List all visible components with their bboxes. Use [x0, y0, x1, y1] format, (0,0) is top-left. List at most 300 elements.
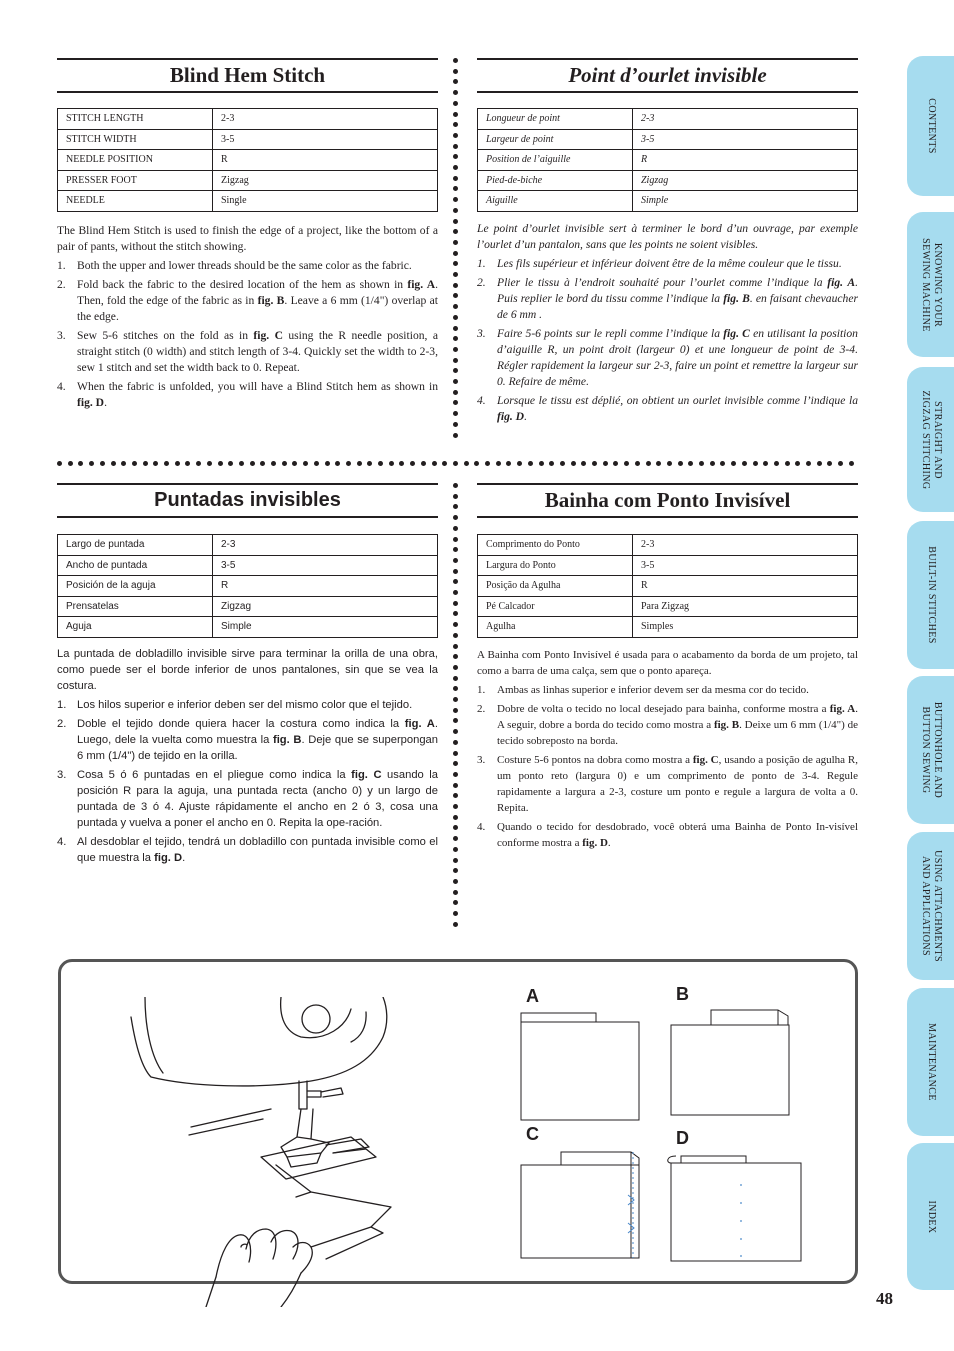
- step-text: Doble el tejido donde quiera hacer la costura como indica la: [77, 718, 405, 730]
- divider-dot: [453, 186, 458, 191]
- figure-ref: fig. A: [827, 276, 856, 289]
- step-item: [57, 258, 438, 274]
- divider-dot: [646, 461, 651, 466]
- step-text: Plier le tissu à l’endroit souhaité pour l’ourlet comme l’indique la: [497, 276, 828, 289]
- spec-label: NEEDLE POSITION: [58, 150, 213, 171]
- page-number: 48: [876, 1289, 893, 1308]
- divider-dot: [260, 461, 265, 466]
- english-body: [57, 223, 438, 414]
- figure-ref: fig. B: [272, 734, 302, 746]
- divider-dot: [453, 558, 458, 563]
- divider-dot: [250, 461, 255, 466]
- tab-index[interactable]: [907, 1143, 954, 1290]
- step-text: Los hilos superior e inferior deben ser del mismo color que el tejido.: [77, 699, 413, 711]
- step-number: 3.: [477, 754, 486, 766]
- divider-dot: [196, 461, 201, 466]
- divider-dot: [753, 461, 758, 466]
- step-text: Both the upper and lower threads should be the same color as the fabric.: [77, 259, 412, 272]
- tab-attachments-label: USING ATTACHMENTS AND APPLICATIONS: [919, 850, 943, 962]
- divider-dot: [453, 537, 458, 542]
- spanish-spec-table: [57, 534, 438, 638]
- spec-label: Position de l’aiguille: [478, 150, 633, 171]
- divider-dot: [453, 122, 458, 127]
- intro-paragraph: The Blind Hem Stitch is used to finish the edge of a project, like the bottom of a pair of pants, without the stitch showing.: [57, 224, 438, 253]
- tab-straight-zigzag-stitching[interactable]: [907, 367, 954, 512]
- divider-dot: [603, 461, 608, 466]
- divider-dot: [506, 461, 511, 466]
- intro-paragraph: A Bainha com Ponto Invisível é usada para o acabamento da borda de um projeto, tal como a barra de uma calça, sem que o ponto apareça.: [477, 649, 858, 677]
- tab-using-attachments[interactable]: [907, 832, 954, 980]
- spanish-title-bar: [57, 483, 438, 518]
- spec-row: [478, 150, 858, 171]
- divider-dot: [453, 461, 458, 466]
- step-text: usando la posición R para la aguja, una puntada recta (ancho 0) y un largo de puntada de 3 ó 4. Ajuste rápidamente el ancho en 2 ó 3, cosa una puntada y vuelva a poner el ancho en 0. Repita la ope-ración.: [77, 769, 438, 829]
- spec-value: 2-3: [633, 535, 858, 556]
- figure-ref: fig. D: [582, 837, 608, 849]
- spec-row: [58, 150, 438, 171]
- steps-list: [477, 682, 858, 851]
- spec-row: [58, 109, 438, 130]
- step-number: 1.: [477, 684, 486, 696]
- step-text: Faire 5-6 points sur le repli comme l’indique la: [497, 327, 724, 340]
- divider-dot: [453, 847, 458, 852]
- divider-dot: [453, 601, 458, 606]
- french-spec-table: [477, 108, 858, 212]
- divider-dot: [453, 433, 458, 438]
- divider-dot: [282, 461, 287, 466]
- divider-dot: [453, 858, 458, 863]
- divider-dot: [453, 504, 458, 509]
- tab-maintenance[interactable]: [907, 988, 954, 1136]
- step-text: .: [182, 852, 186, 864]
- step-item: [477, 326, 858, 390]
- divider-dot: [517, 461, 522, 466]
- divider-dot: [164, 461, 169, 466]
- divider-dot: [453, 69, 458, 74]
- step-number: 4.: [477, 821, 486, 833]
- divider-dot: [453, 836, 458, 841]
- step-text: Ambas as linhas superior e inferior devem ser da mesma cor do tecido.: [497, 684, 809, 696]
- divider-dot: [357, 461, 362, 466]
- spec-value: Simple: [633, 191, 858, 212]
- spec-value: Para Zigzag: [633, 596, 858, 617]
- divider-dot: [453, 368, 458, 373]
- spec-label: Agulha: [478, 617, 633, 638]
- step-number: 3.: [57, 329, 66, 342]
- divider-dot: [849, 461, 854, 466]
- divider-dot: [742, 461, 747, 466]
- spanish-title: Puntadas invisibles: [154, 489, 341, 511]
- divider-dot: [453, 751, 458, 756]
- divider-dot: [453, 654, 458, 659]
- spec-value: Simples: [633, 617, 858, 638]
- step-text: using the R needle position, a straight stitch (0 width) and stitch length of 3-4. Quickly set the width to 2-3, sew 1 stitch and set the width back to 0. Repeat.: [77, 329, 438, 374]
- spanish-section: [57, 483, 438, 864]
- divider-dot: [453, 793, 458, 798]
- divider-dot: [453, 772, 458, 777]
- divider-dot: [453, 336, 458, 341]
- step-text: en utilisant la position d’aiguille R, un point droit (largeur 0) et une longueur de point de 3-4. Régler rapidement la largeur sur 2-3, faire un point et remettre la largeur sur 0. Refaire de même.: [497, 327, 858, 388]
- tab-maintenance-label: MAINTENANCE: [925, 1023, 937, 1101]
- divider-dot: [795, 461, 800, 466]
- divider-dot: [453, 229, 458, 234]
- vertical-dot-divider-bottom: [453, 483, 459, 935]
- english-title-bar: [57, 58, 438, 93]
- spec-label: Prensatelas: [58, 596, 213, 617]
- divider-dot: [785, 461, 790, 466]
- spec-row: [478, 596, 858, 617]
- spec-value: 2-3: [633, 109, 858, 130]
- step-text: Quando o tecido for desdobrado, você obterá uma Bainha de Ponto In-visível conforme mostra a: [497, 821, 858, 849]
- divider-dot: [731, 461, 736, 466]
- divider-dot: [453, 729, 458, 734]
- divider-dot: [453, 133, 458, 138]
- divider-dot: [453, 283, 458, 288]
- divider-dot: [453, 911, 458, 916]
- spec-label: Longueur de point: [478, 109, 633, 130]
- horizontal-dot-divider: [57, 461, 857, 467]
- step-number: 4.: [57, 380, 66, 393]
- step-text: . Puis replier le bord du tissu comme l’indique la: [497, 276, 858, 305]
- spec-value: R: [633, 150, 858, 171]
- divider-dot: [207, 461, 212, 466]
- divider-dot: [453, 379, 458, 384]
- step-text: Fold back the fabric to the desired location of the hem as shown in: [77, 278, 408, 291]
- step-item: [57, 767, 438, 831]
- divider-dot: [453, 483, 458, 488]
- divider-dot: [453, 686, 458, 691]
- french-section: [477, 58, 858, 423]
- spec-label: PRESSER FOOT: [58, 170, 213, 191]
- divider-dot: [453, 825, 458, 830]
- spec-value: 3-5: [213, 555, 438, 576]
- divider-dot: [699, 461, 704, 466]
- divider-dot: [453, 515, 458, 520]
- divider-dot: [453, 815, 458, 820]
- figure-label-d: D: [676, 1128, 689, 1148]
- divider-dot: [453, 390, 458, 395]
- divider-dot: [453, 622, 458, 627]
- divider-dot: [453, 90, 458, 95]
- step-text: . Then, fold the edge of the fabric as in: [77, 278, 438, 307]
- divider-dot: [335, 461, 340, 466]
- tab-knowing-label: KNOWING YOUR SEWING MACHINE: [919, 237, 943, 332]
- tab-index-label: INDEX: [925, 1199, 937, 1234]
- divider-dot: [453, 740, 458, 745]
- figure-ref: fig. A: [829, 703, 856, 715]
- divider-dot: [367, 461, 372, 466]
- divider-dot: [464, 461, 469, 466]
- divider-dot: [239, 461, 244, 466]
- figure-label-a: A: [526, 986, 539, 1006]
- divider-dot: [303, 461, 308, 466]
- step-item: [57, 697, 438, 713]
- divider-dot: [453, 644, 458, 649]
- step-text: Costure 5-6 pontos na dobra como mostra a: [497, 754, 693, 766]
- french-title-bar: [477, 58, 858, 93]
- intro-paragraph: La puntada de dobladillo invisible sirve para terminar la orilla de una obra, como puede ser el borde inferior de unos pantalones, sin que se vea la costura.: [57, 648, 438, 692]
- divider-dot: [432, 461, 437, 466]
- divider-dot: [453, 165, 458, 170]
- figure-panel: [58, 959, 858, 1284]
- spec-row: [58, 576, 438, 597]
- divider-dot: [710, 461, 715, 466]
- steps-list: [57, 258, 438, 411]
- step-item: [57, 328, 438, 376]
- divider-dot: [453, 879, 458, 884]
- spec-value: R: [633, 576, 858, 597]
- steps-list: [477, 256, 858, 425]
- divider-dot: [453, 219, 458, 224]
- divider-dot: [453, 665, 458, 670]
- spec-value: R: [213, 576, 438, 597]
- divider-dot: [560, 461, 565, 466]
- spec-value: R: [213, 150, 438, 171]
- spec-row: [478, 191, 858, 212]
- divider-dot: [453, 58, 458, 63]
- divider-dot: [132, 461, 137, 466]
- divider-dot: [838, 461, 843, 466]
- divider-dot: [410, 461, 415, 466]
- spec-row: [478, 576, 858, 597]
- divider-dot: [453, 240, 458, 245]
- step-text: . Leave a 6 mm (1/4") overlap at the edge.: [77, 294, 439, 323]
- french-body: [477, 221, 858, 428]
- divider-dot: [688, 461, 693, 466]
- divider-dot: [325, 461, 330, 466]
- step-number: 1.: [57, 259, 66, 272]
- divider-dot: [453, 633, 458, 638]
- step-item: [477, 819, 858, 851]
- step-text: . en faisant chevaucher de 6 mm .: [497, 292, 858, 321]
- spec-row: [58, 535, 438, 556]
- tab-contents[interactable]: [907, 56, 954, 196]
- divider-dot: [453, 144, 458, 149]
- tab-built-in-stitches[interactable]: [907, 521, 954, 669]
- divider-dot: [592, 461, 597, 466]
- figure-ref: fig. C: [253, 329, 283, 342]
- portuguese-spec-table: [477, 534, 858, 638]
- figure-ref: fig. D: [497, 410, 525, 423]
- divider-dot: [571, 461, 576, 466]
- spec-row: [478, 129, 858, 150]
- divider-dot: [453, 326, 458, 331]
- divider-dot: [581, 461, 586, 466]
- divider-dot: [421, 461, 426, 466]
- divider-dot: [453, 590, 458, 595]
- tab-knowing-your-sewing-machine[interactable]: [907, 212, 954, 357]
- divider-dot: [613, 461, 618, 466]
- spec-row: [478, 617, 858, 638]
- divider-dot: [453, 868, 458, 873]
- divider-dot: [271, 461, 276, 466]
- step-number: 3.: [477, 327, 486, 340]
- figure-ref: fig. C: [692, 754, 719, 766]
- divider-dot: [827, 461, 832, 466]
- divider-dot: [453, 400, 458, 405]
- step-number: 3.: [57, 769, 67, 781]
- tab-buttonhole-button-sewing[interactable]: [907, 676, 954, 824]
- step-text: .: [524, 410, 527, 423]
- step-number: 4.: [57, 836, 67, 848]
- divider-dot: [453, 197, 458, 202]
- divider-dot: [89, 461, 94, 466]
- divider-dot: [453, 112, 458, 117]
- divider-dot: [453, 293, 458, 298]
- step-item: [57, 277, 438, 325]
- divider-dot: [453, 176, 458, 181]
- spec-row: [478, 109, 858, 130]
- steps-list: [57, 697, 438, 866]
- step-text: When the fabric is unfolded, you will have a Blind Stitch hem as shown in: [77, 380, 438, 393]
- figure-ref: fig. B: [723, 292, 750, 305]
- figure-ref: fig. D: [154, 852, 183, 864]
- figure-ref: fig. D: [77, 396, 105, 409]
- spec-label: Largura do Ponto: [478, 555, 633, 576]
- spec-label: Aiguille: [478, 191, 633, 212]
- spec-label: NEEDLE: [58, 191, 213, 212]
- divider-dot: [453, 526, 458, 531]
- divider-dot: [720, 461, 725, 466]
- divider-dot: [453, 697, 458, 702]
- figure-ref: fig. B: [713, 719, 740, 731]
- divider-dot: [453, 900, 458, 905]
- divider-dot: [68, 461, 73, 466]
- divider-dot: [453, 579, 458, 584]
- divider-dot: [485, 461, 490, 466]
- spec-label: STITCH LENGTH: [58, 109, 213, 130]
- spec-label: Ancho de puntada: [58, 555, 213, 576]
- english-spec-table: [57, 108, 438, 212]
- divider-dot: [453, 718, 458, 723]
- spec-value: Zigzag: [213, 170, 438, 191]
- divider-dot: [474, 461, 479, 466]
- step-text: . Deixe um 6 mm (1/4") de tecido sobreposto na borda.: [497, 719, 858, 747]
- step-text: .: [607, 837, 611, 849]
- divider-dot: [624, 461, 629, 466]
- step-number: 2.: [57, 718, 67, 730]
- spec-row: [58, 617, 438, 638]
- spec-row: [478, 535, 858, 556]
- portuguese-section: [477, 483, 859, 849]
- divider-dot: [635, 461, 640, 466]
- step-number: 1.: [57, 699, 67, 711]
- step-number: 2.: [477, 276, 486, 289]
- divider-dot: [111, 461, 116, 466]
- step-text: Dobre de volta o tecido no local desejado para bainha, conforme mostra a: [497, 703, 830, 715]
- portuguese-title: Bainha com Ponto Invisível: [544, 488, 791, 512]
- divider-dot: [528, 461, 533, 466]
- spec-value: Zigzag: [213, 596, 438, 617]
- step-text: . Deje que se superpongan 6 mm (1/4") de tejido en la orilla.: [77, 734, 438, 762]
- step-text: Lorsque le tissu est déplié, on obtient un ourlet invisible comme l’indique la: [497, 394, 858, 407]
- spec-value: 2-3: [213, 109, 438, 130]
- step-number: 2.: [477, 703, 486, 715]
- english-title: Blind Hem Stitch: [169, 63, 326, 87]
- step-number: 4.: [477, 394, 486, 407]
- step-number: 2.: [57, 278, 66, 291]
- step-item: [477, 275, 858, 323]
- divider-dot: [143, 461, 148, 466]
- step-item: [477, 682, 858, 698]
- spec-row: [58, 555, 438, 576]
- figure-ref: fig. A: [404, 718, 435, 730]
- portuguese-body: [477, 647, 858, 854]
- tab-contents-label: CONTENTS: [925, 98, 937, 154]
- spec-value: Zigzag: [633, 170, 858, 191]
- divider-dot: [453, 261, 458, 266]
- divider-dot: [453, 708, 458, 713]
- fold-diagrams: [516, 980, 816, 1270]
- divider-dot: [453, 494, 458, 499]
- step-number: 1.: [477, 257, 486, 270]
- spec-row: [58, 596, 438, 617]
- divider-dot: [763, 461, 768, 466]
- divider-dot: [453, 890, 458, 895]
- divider-dot: [453, 101, 458, 106]
- step-text: Sew 5-6 stitches on the fold as in: [77, 329, 254, 342]
- spec-row: [58, 129, 438, 150]
- divider-dot: [453, 358, 458, 363]
- spec-row: [58, 170, 438, 191]
- divider-dot: [453, 315, 458, 320]
- spec-label: Largeur de point: [478, 129, 633, 150]
- spec-label: Aguja: [58, 617, 213, 638]
- step-item: [477, 393, 858, 425]
- step-item: [57, 834, 438, 866]
- spec-value: Simple: [213, 617, 438, 638]
- spec-value: Single: [213, 191, 438, 212]
- divider-dot: [453, 783, 458, 788]
- divider-dot: [453, 251, 458, 256]
- divider-dot: [549, 461, 554, 466]
- french-title: Point d’ourlet invisible: [568, 63, 767, 87]
- spec-row: [478, 555, 858, 576]
- step-item: [477, 256, 858, 272]
- divider-dot: [314, 461, 319, 466]
- divider-dot: [399, 461, 404, 466]
- divider-dot: [817, 461, 822, 466]
- divider-dot: [806, 461, 811, 466]
- spec-row: [58, 191, 438, 212]
- english-section: [57, 58, 439, 409]
- figure-ref: fig. B: [257, 294, 285, 307]
- divider-dot: [453, 79, 458, 84]
- intro-paragraph: Le point d’ourlet invisible sert à terminer le bord d’un ouvrage, par exemple l’ourlet d’un pantalon, sans que les points ne soient visibles.: [477, 222, 858, 251]
- vertical-dot-divider-top: [453, 58, 459, 448]
- divider-dot: [667, 461, 672, 466]
- tab-straight-label: STRAIGHT AND ZIGZAG STITCHING: [919, 390, 943, 489]
- spec-label: STITCH WIDTH: [58, 129, 213, 150]
- step-text: . Luego, dele la vuelta como muestra la: [77, 718, 438, 746]
- divider-dot: [228, 461, 233, 466]
- divider-dot: [78, 461, 83, 466]
- spec-value: 3-5: [633, 555, 858, 576]
- divider-dot: [389, 461, 394, 466]
- step-text: .: [104, 396, 107, 409]
- divider-dot: [453, 154, 458, 159]
- step-item: [477, 752, 858, 816]
- divider-dot: [153, 461, 158, 466]
- sewing-machine-illustration: [121, 997, 451, 1307]
- divider-dot: [453, 676, 458, 681]
- divider-dot: [453, 422, 458, 427]
- spec-value: 2-3: [213, 535, 438, 556]
- divider-dot: [453, 804, 458, 809]
- divider-dot: [218, 461, 223, 466]
- spec-label: Comprimento do Ponto: [478, 535, 633, 556]
- step-text: Al desdoblar el tejido, tendrá un dobladillo con puntada invisible como el que muestra la: [77, 836, 438, 864]
